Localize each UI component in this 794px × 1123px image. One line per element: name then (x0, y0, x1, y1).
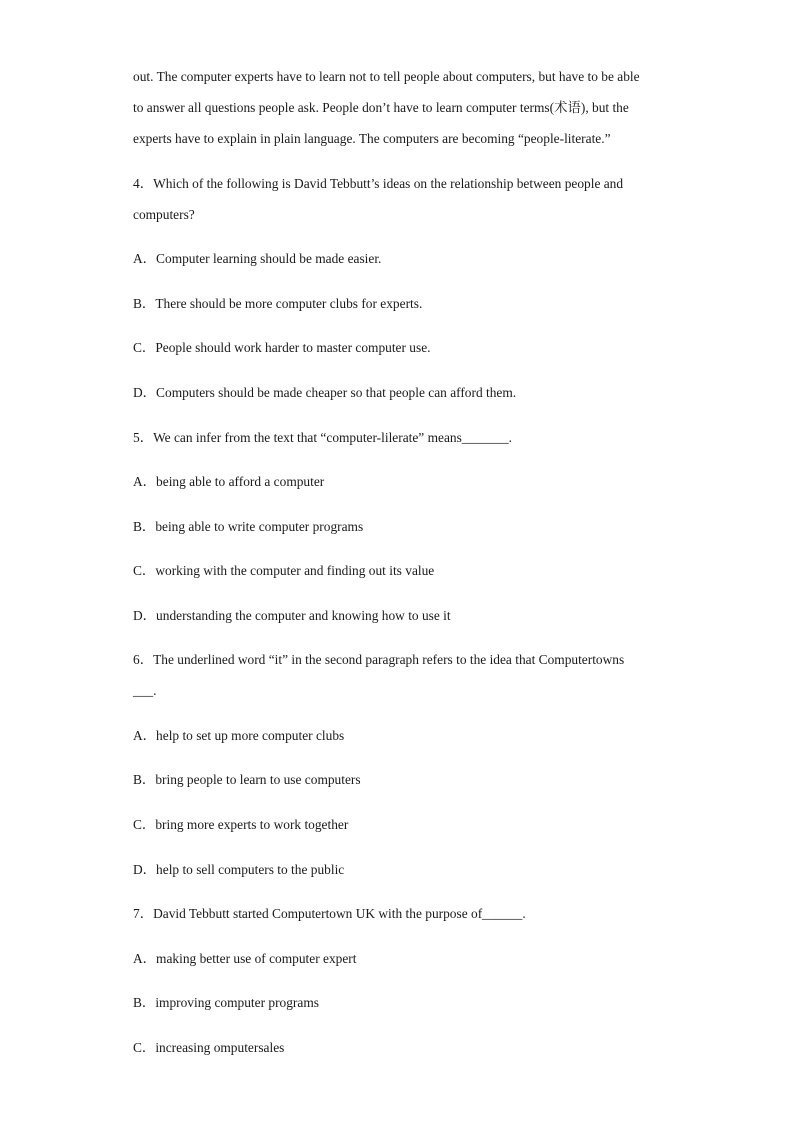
question-6-option-d: D．help to sell computers to the public (133, 862, 345, 877)
question-5-option-d: D．understanding the computer and knowing how to use it (133, 608, 451, 623)
passage-line: experts have to explain in plain language. The computers are becoming “people-literate.” (133, 131, 611, 146)
question-6-stem: 6．The underlined word “it” in the second paragraph refers to the idea that Computertowns (133, 652, 625, 667)
question-7-option-c: C．increasing omputersales (133, 1040, 285, 1055)
question-7-option-a: A．making better use of computer expert (133, 951, 357, 966)
question-4-option-b: B．There should be more computer clubs for experts. (133, 296, 423, 311)
question-6-option-a: A．help to set up more computer clubs (133, 728, 345, 743)
question-7-stem: 7．David Tebbutt started Computertown UK with the purpose of______. (133, 906, 526, 921)
question-4-option-d: D．Computers should be made cheaper so that people can afford them. (133, 385, 517, 400)
passage-line: to answer all questions people ask. People don’t have to learn computer terms(术语), but the (133, 100, 629, 115)
question-6-option-c: C．bring more experts to work together (133, 817, 349, 832)
question-6-stem: ___. (133, 683, 157, 698)
question-5-option-c: C．working with the computer and finding out its value (133, 563, 435, 578)
question-5-option-b: B．being able to write computer programs (133, 519, 364, 534)
question-4-stem: 4．Which of the following is David Tebbutt’s ideas on the relationship between people and (133, 176, 624, 191)
passage-line: out. The computer experts have to learn not to tell people about computers, but have to be able (133, 69, 640, 84)
question-4-option-c: C．People should work harder to master computer use. (133, 340, 431, 355)
question-5-option-a: A．being able to afford a computer (133, 474, 325, 489)
question-4-stem: computers? (133, 207, 195, 222)
question-5-stem: 5．We can infer from the text that “computer-lilerate” means_______. (133, 430, 513, 445)
question-6-option-b: B．bring people to learn to use computers (133, 772, 361, 787)
question-4-option-a: A．Computer learning should be made easier. (133, 251, 382, 266)
question-7-option-b: B．improving computer programs (133, 995, 319, 1010)
